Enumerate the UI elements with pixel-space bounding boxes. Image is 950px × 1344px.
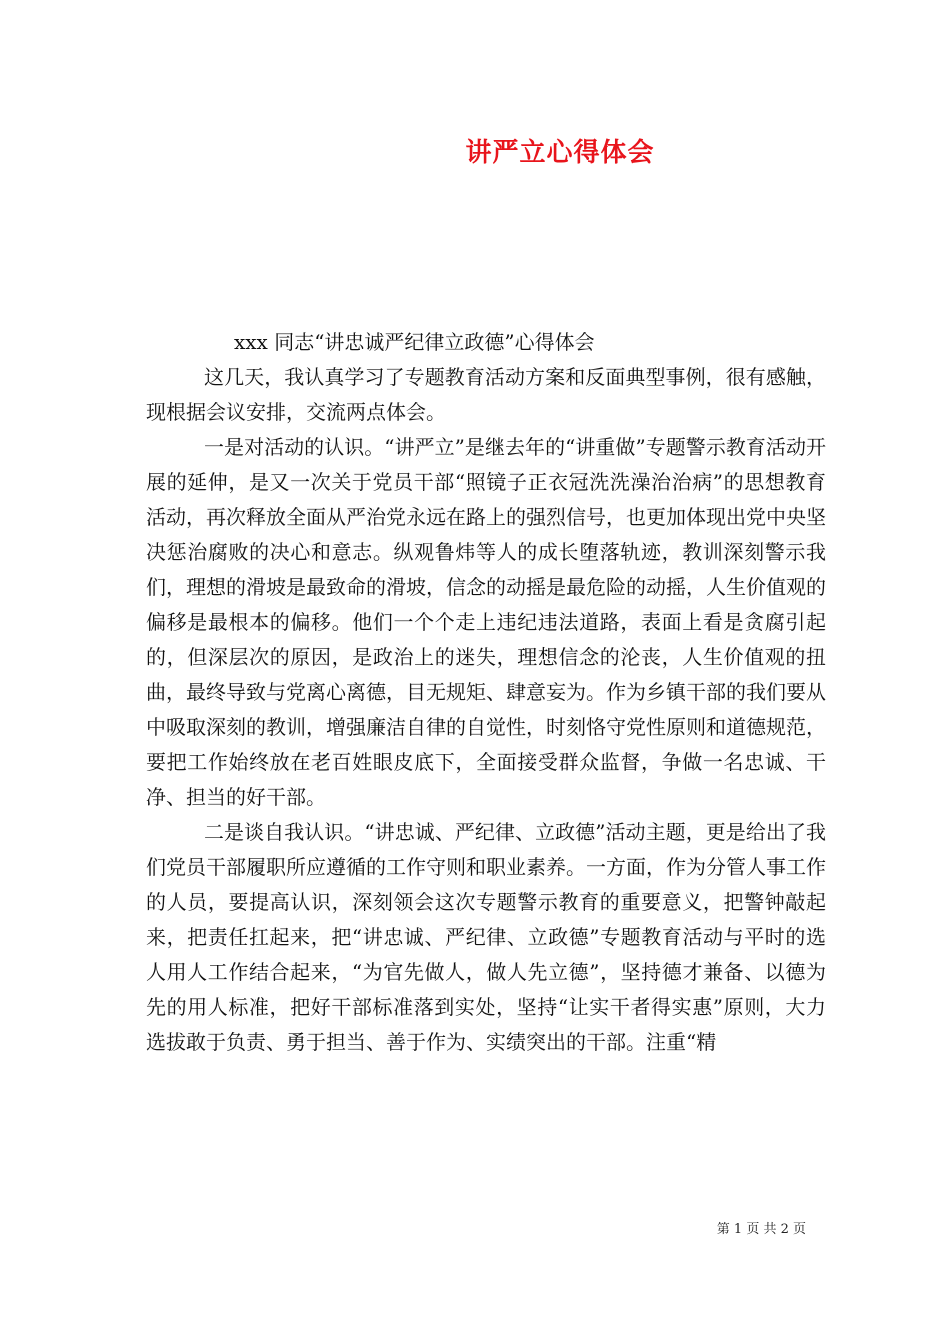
page-number-footer: 第 1 页 共 2 页 [716,1222,806,1237]
paragraph-self-awareness: 二是谈自我认识。“讲忠诚、严纪律、立政德”活动主题，更是给出了我们党员干部履职所应遵循的工作守则和职业素养。一方面，作为分管人事工作的人员，要提高认识，深刻领会这次专题警示教育的重要意义，把警钟敲起来，把责任扛起来，把“讲忠诚、严纪律、立政德”专题教育活动与平时的选人用人工作结合起来，“为官先做人，做人先立德”，坚持德才兼备、以德为先的用人标准，把好干部标准落到实处，坚持“让实干者得实惠”原则，大力选拔敢于负责、勇于担当、善于作为、实绩突出的干部。注重“精 [146,820,826,1054]
document-subtitle: xxx 同志“讲忠诚严纪律立政德”心得体会 [234,330,595,354]
document-body [146,325,826,1060]
paragraph-understanding: 一是对活动的认识。“讲严立”是继去年的“讲重做”专题警示教育活动开展的延伸，是又一次关于党员干部“照镜子正衣冠洗洗澡治治病”的思想教育活动，再次释放全面从严治党永远在路上的强烈信号，也更加体现出党中央坚决惩治腐败的决心和意志。纵观鲁炜等人的成长堕落轨迹，教训深刻警示我们，理想的滑坡是最致命的滑坡，信念的动摇是最危险的动摇，人生价值观的偏移是最根本的偏移。他们一个个走上违纪违法道路，表面上看是贪腐引起的，但深层次的原因，是政治上的迷失，理想信念的沦丧，人生价值观的扭曲，最终导致与党离心离德，目无规矩、肆意妄为。作为乡镇干部的我们要从中吸取深刻的教训，增强廉洁自律的自觉性，时刻恪守党性原则和道德规范，要把工作始终放在老百姓眼皮底下，全面接受群众监督，争做一名忠诚、干净、担当的好干部。 [146,435,826,809]
paragraph-intro: 这几天，我认真学习了专题教育活动方案和反面典型事例，很有感触，现根据会议安排，交流两点体会。 [146,365,826,424]
page-title: 讲严立心得体会 [465,138,655,168]
